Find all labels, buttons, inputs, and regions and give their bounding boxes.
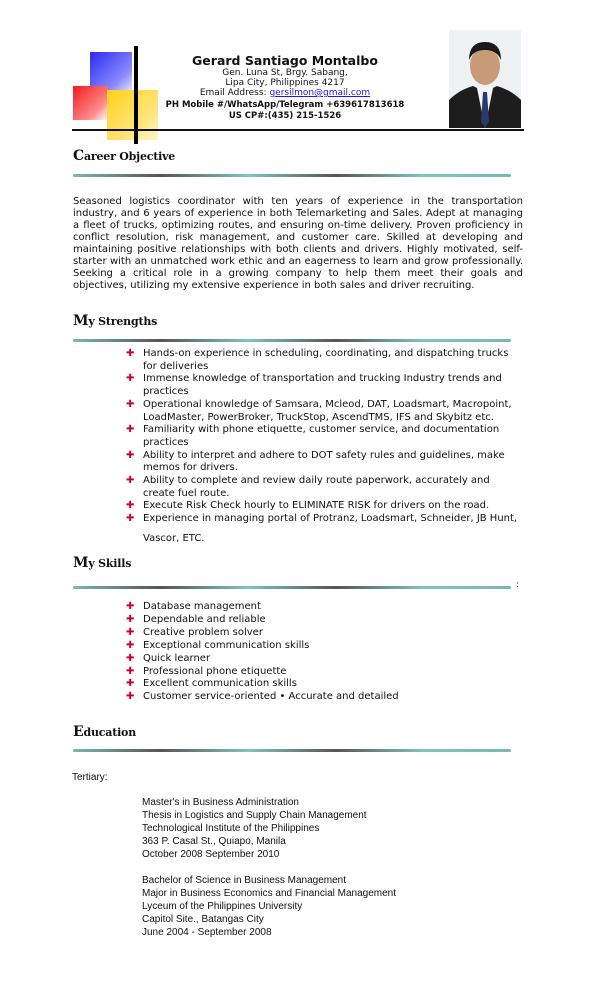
address-line-2: Lipa City, Philippines 4217	[225, 78, 345, 88]
list-item-continuation: Vascor, ETC.	[143, 532, 205, 544]
bullet-icon: ✚	[126, 639, 135, 651]
bullet-icon: ✚	[126, 348, 135, 359]
header-divider	[72, 129, 524, 131]
degree-line: Capitol Site., Batangas City	[142, 914, 264, 925]
skills-heading: My Skills	[73, 555, 132, 571]
bullet-icon: ✚	[126, 449, 135, 461]
section-rule	[73, 586, 511, 589]
degree-line: Lyceum of the Philippines University	[142, 901, 303, 912]
list-item: ✚ Customer service-oriented • Accurate and detailed	[126, 691, 399, 703]
email-label: Email Address:	[199, 88, 267, 98]
bullet-icon: ✚	[126, 500, 135, 512]
list-item: ✚ Operational knowledge of Samsara, Mcleod, DAT, Loadsmart, Macropoint, LoadMaster, PowerBroker, TruckStop, AscendTMS, IFS and Skybitz etc.	[126, 398, 512, 423]
degree-line: Thesis in Logistics and Supply Chain Management	[142, 810, 367, 821]
section-rule	[73, 339, 511, 342]
list-item: ✚ Experience in managing portal of Protranz, Loadsmart, Schneider, JB Hunt,	[126, 513, 518, 525]
bullet-icon: ✚	[126, 601, 135, 612]
stray-colon: :	[516, 580, 520, 590]
section-rule	[73, 749, 511, 752]
bullet-icon: ✚	[126, 373, 135, 385]
bullet-icon: ✚	[126, 513, 135, 525]
list-item: ✚ Immense knowledge of transportation and trucking Industry trends and practices	[126, 373, 502, 398]
list-item: ✚ Dependable and reliable	[126, 613, 266, 625]
degree-line: 363 P. Casal St., Quiapo, Manila	[142, 836, 286, 847]
bullet-icon: ✚	[126, 691, 135, 703]
strengths-list	[126, 348, 524, 546]
bullet-icon: ✚	[126, 475, 135, 487]
career-objective-text: Seasoned logistics coordinator with ten years of experience in the transportation industry, and 6 years of experience in both Telemarketing and Sales. Adept at managing a fleet of trucks, optimizing routes, and ensuring on-time delivery. Proven proficiency in conflict resolution, risk management, and customer care. Skilled at developing and maintaining positive relationships with both clients and drivers. Highly motivated, self-starter with an unmatched work ethic and an eagerness to learn and grow professionally. Seeking a critical role in a growing company to help them meet their goals and objectives, utilizing my extensive experience in both sales and driver recruiting.	[73, 196, 523, 291]
list-item: ✚ Execute Risk Check hourly to ELIMINATE RISK for drivers on the road.	[126, 500, 490, 512]
bullet-icon: ✚	[126, 678, 135, 690]
bullet-icon: ✚	[126, 665, 135, 677]
skills-list	[126, 601, 524, 704]
profile-photo	[449, 30, 521, 128]
career-objective-heading: Career Objective	[73, 148, 176, 164]
bullet-icon: ✚	[126, 652, 135, 664]
contact-header	[150, 53, 420, 122]
degree-line: Major in Business Economics and Financial Management	[142, 888, 397, 899]
email-link[interactable]: gersilmon@gmail.com	[269, 88, 371, 98]
list-item: ✚ Hands-on experience in scheduling, coordinating, and dispatching trucks for deliveries	[126, 348, 509, 372]
bullet-icon: ✚	[126, 398, 135, 410]
degree-bachelors	[142, 874, 396, 939]
degree-line: Bachelor of Science in Business Management	[142, 875, 347, 886]
degree-line: June 2004 - September 2008	[142, 927, 272, 938]
bullet-icon: ✚	[126, 613, 135, 625]
education-level: Tertiary:	[72, 772, 108, 783]
list-item: ✚ Professional phone etiquette	[126, 665, 287, 677]
list-item: ✚ Database management	[126, 601, 261, 612]
degree-line: Master's in Business Administration	[142, 797, 299, 808]
email-row	[150, 88, 420, 98]
bullet-icon: ✚	[126, 626, 135, 638]
bullet-icon: ✚	[126, 424, 135, 436]
list-item: ✚ Quick learner	[126, 652, 211, 664]
list-item: ✚ Ability to complete and review daily route paperwork, accurately and create fuel route.	[126, 475, 490, 499]
ph-mobile: PH Mobile #/WhatsApp/Telegram +639617813618	[165, 100, 405, 110]
list-item: ✚ Familiarity with phone etiquette, customer service, and documentation practices	[126, 424, 500, 448]
list-item: ✚ Ability to interpret and adhere to DOT safety rules and guidelines, make memos for drivers.	[126, 449, 505, 474]
education-heading: Education	[73, 724, 136, 740]
list-item: ✚ Excellent communication skills	[126, 678, 297, 690]
strengths-heading: My Strengths	[73, 313, 158, 329]
address-line-1: Gen. Luna St, Brgy. Sabang,	[222, 68, 348, 78]
logo-red-square	[73, 86, 108, 120]
us-phone: US CP#:(435) 215-1526	[228, 111, 342, 121]
section-rule	[73, 174, 511, 177]
list-item: ✚ Creative problem solver	[126, 626, 263, 638]
candidate-name: Gerard Santiago Montalbo	[192, 53, 378, 68]
degree-line: October 2008 September 2010	[142, 849, 280, 860]
degree-masters	[142, 796, 367, 861]
degree-line: Technological Institute of the Philippines	[142, 823, 320, 834]
list-item: ✚ Exceptional communication skills	[126, 639, 310, 651]
